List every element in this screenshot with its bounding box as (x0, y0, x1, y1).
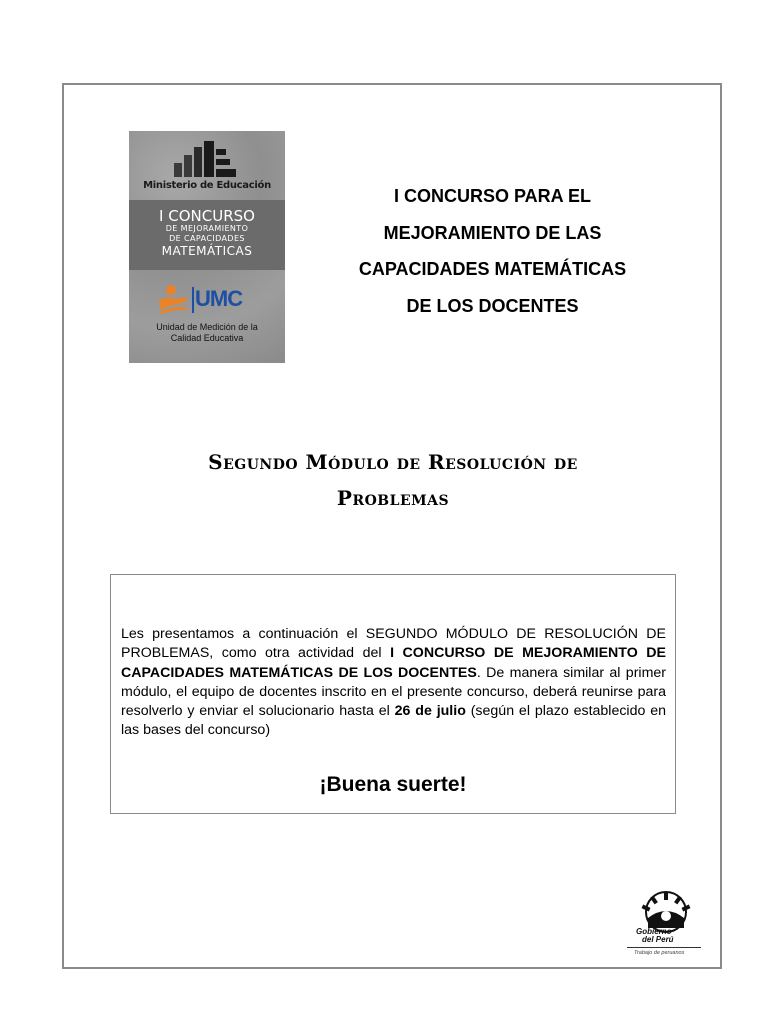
ministry-name: Ministerio de Educación (143, 180, 271, 191)
umc-logo (157, 283, 277, 319)
umc-divider (192, 287, 194, 313)
intro-deadline: 26 de julio (394, 703, 466, 720)
band-main: MATEMÁTICAS (161, 244, 253, 258)
gov-tagline: Trabajo de peruanos (634, 950, 685, 956)
umc-caption-line1: Unidad de Medición de la (156, 322, 258, 332)
gov-rule (627, 947, 701, 948)
umc-caption-line2: Calidad Educativa (170, 333, 244, 343)
logo-band (129, 200, 285, 270)
intro-text-3: (según el plazo establecido en las bases del concurso) (121, 703, 666, 739)
gov-line2: del Perú (642, 935, 674, 944)
contest-title-line1: I CONCURSO PARA EL (393, 186, 591, 206)
band-sub2: DE CAPACIDADES (169, 234, 245, 243)
intro-contest-name: I CONCURSO DE MEJORAMIENTO DE CAPACIDADES MATEMÁTICAS DE LOS DOCENTES (121, 645, 666, 681)
umc-caption (129, 322, 285, 344)
band-title: I CONCURSO (159, 207, 255, 225)
ministry-bars-icon (174, 141, 244, 177)
gov-line1: Gobierno (636, 927, 672, 936)
contest-title-line3: CAPACIDADES MATEMÁTICAS (358, 259, 627, 279)
good-luck-text: ¡Buena suerte! (319, 773, 467, 796)
intro-text-2: . De manera similar al primer módulo, el equipo de docentes inscrito en el presente concurso, deberá reunirse para resolverlo y enviar el solucionario hasta el (121, 664, 666, 720)
gobierno-peru-text (636, 928, 696, 944)
intro-text-1: Les presentamos a continuación el SEGUNDO MÓDULO DE RESOLUCIÓN DE PROBLEMAS, como otra actividad del (121, 626, 666, 662)
intro-paragraph (121, 625, 666, 741)
module-title-line2: Problemas (336, 486, 450, 510)
module-title-line1: Segundo Módulo de Resolución de (208, 450, 578, 474)
contest-title-line2: MEJORAMIENTO DE LAS (383, 222, 602, 243)
intro-box (110, 574, 676, 814)
band-sub1: DE MEJORAMIENTO (165, 224, 249, 233)
contest-title (320, 178, 665, 324)
contest-logo (129, 131, 285, 363)
umc-figure-icon (157, 283, 191, 317)
umc-text: UMC (195, 286, 243, 311)
module-title (128, 444, 658, 516)
contest-title-line4: DE LOS DOCENTES (406, 295, 579, 316)
